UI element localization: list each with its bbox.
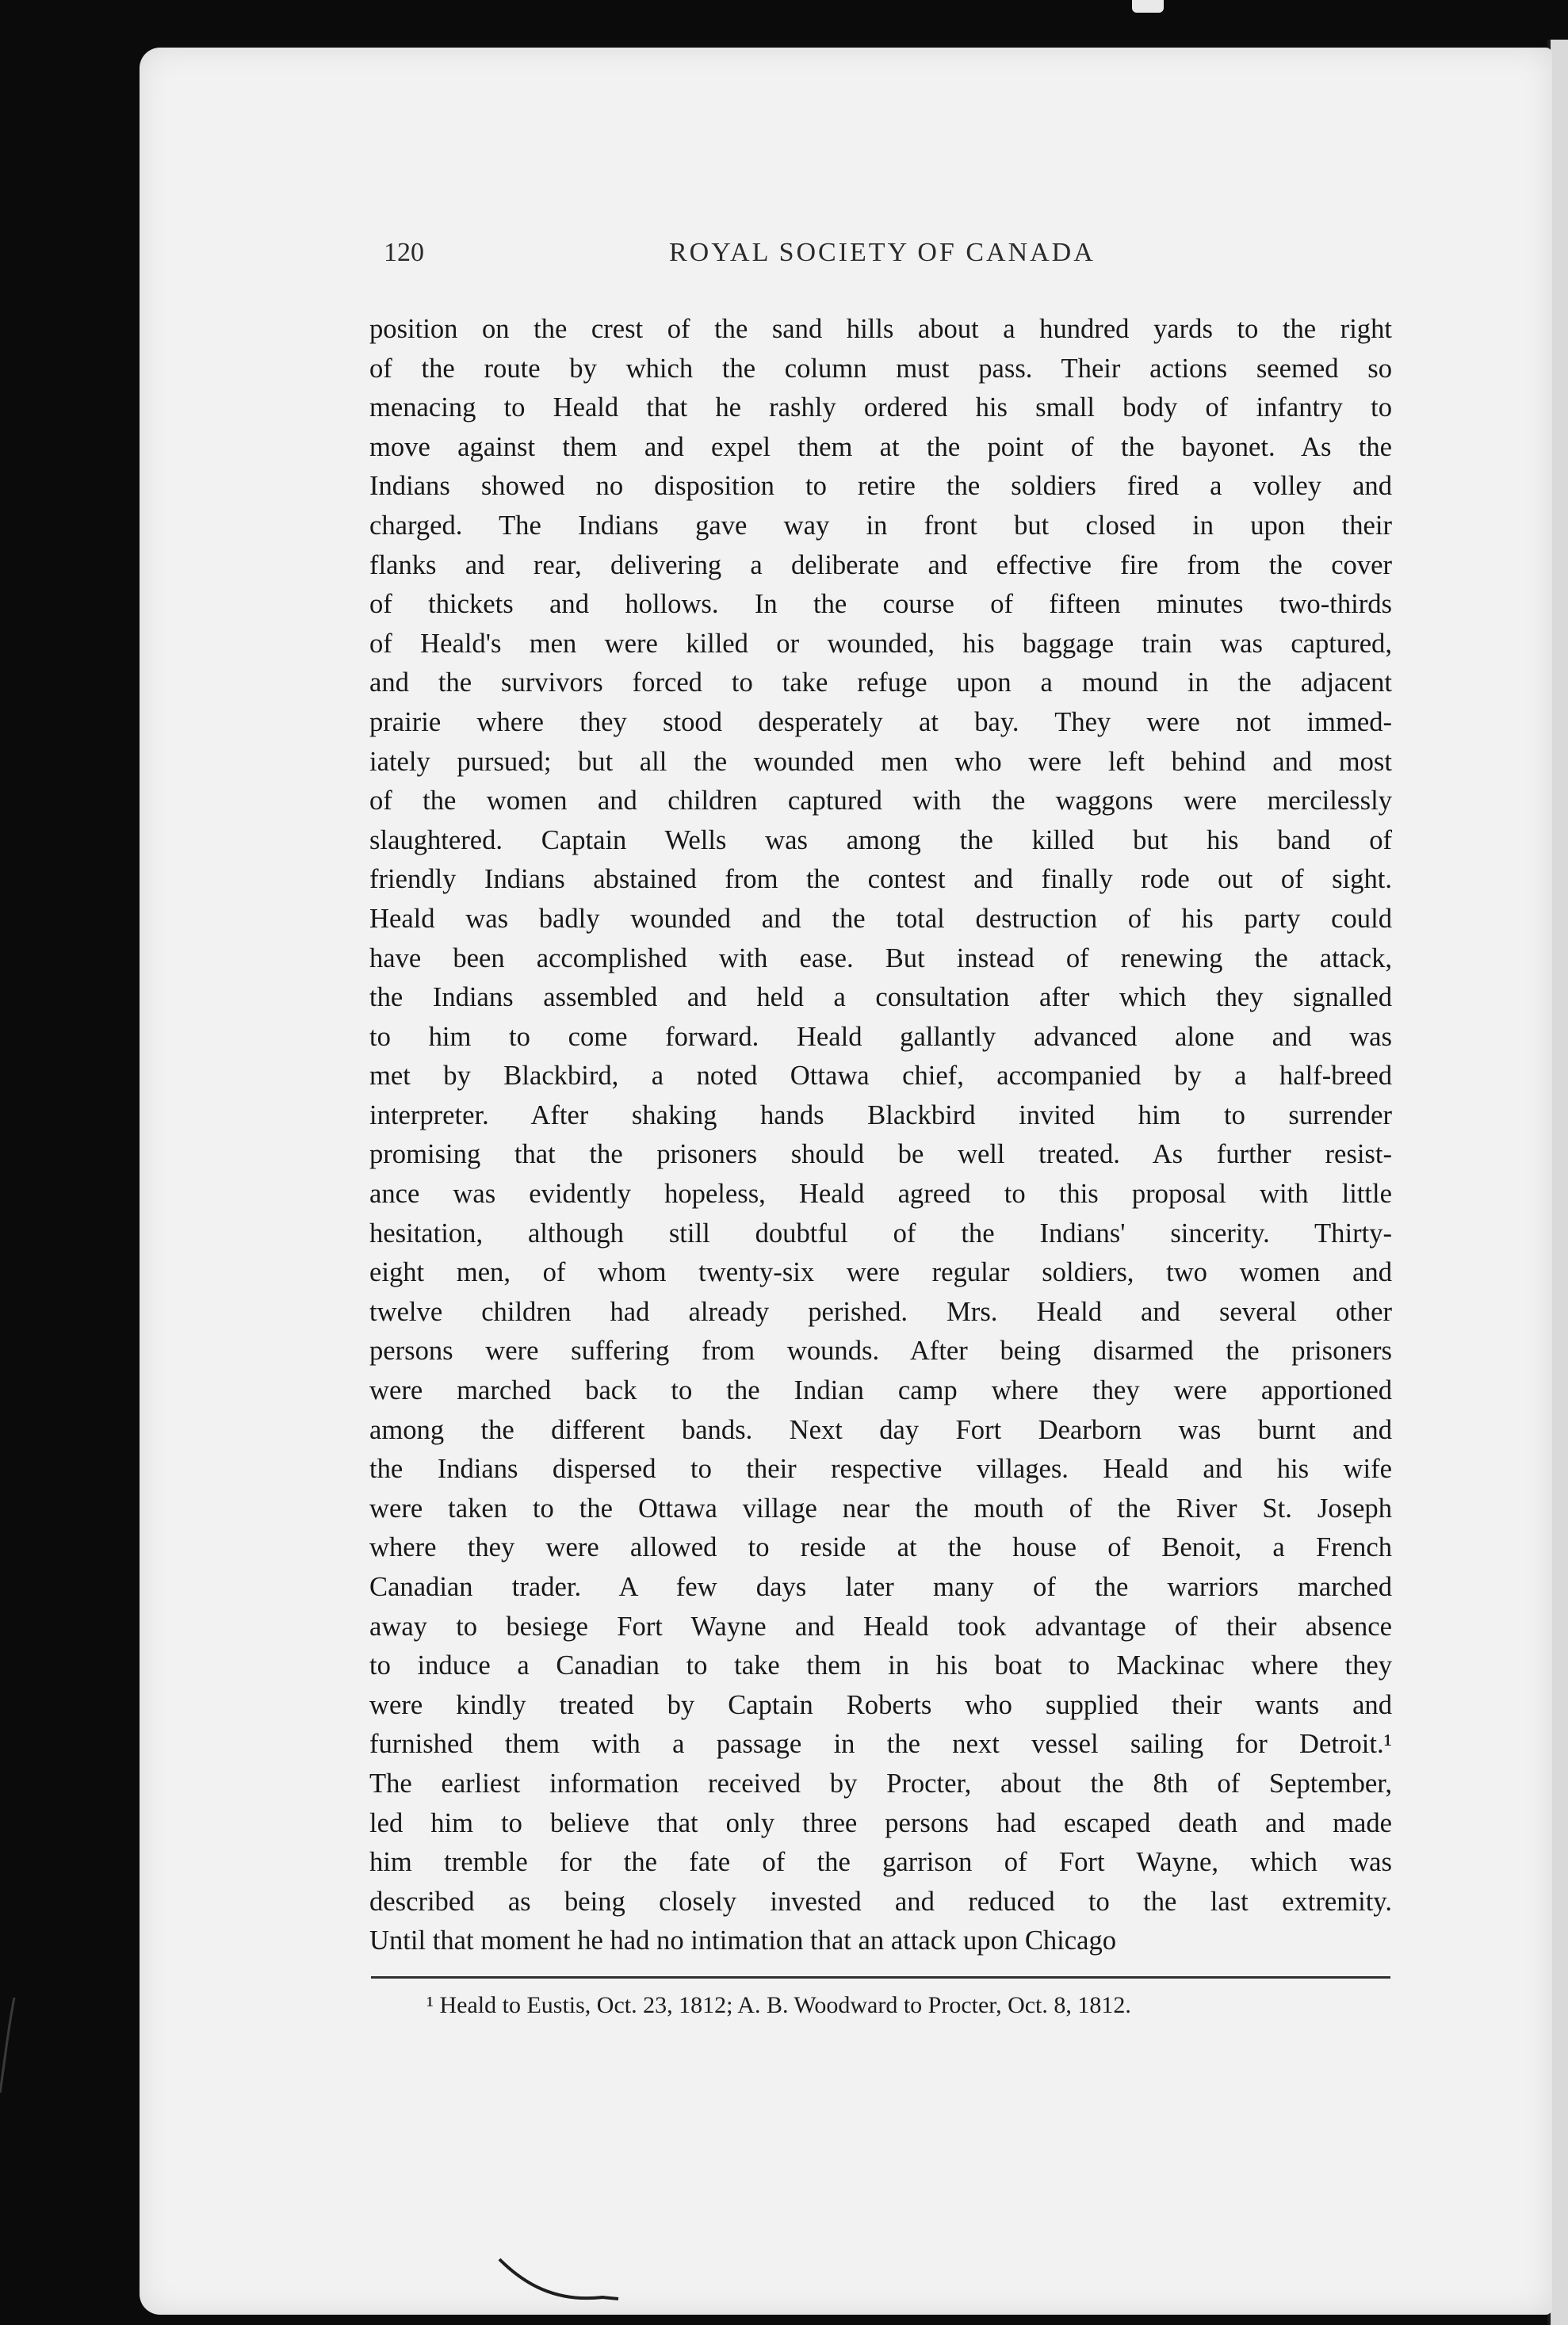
body-line: away to besiege Fort Wayne and Heald took advantage of their absence [369, 1611, 1392, 1642]
body-line: prairie where they stood desperately at bay. They were not immed- [369, 706, 1392, 737]
body-line: Canadian trader. A few days later many of the warriors marched [369, 1572, 1392, 1602]
body-line: were marched back to the Indian camp where they were apportioned [369, 1375, 1392, 1406]
body-line: to him to come forward. Heald gallantly advanced alone and was [369, 1021, 1392, 1052]
body-line: Heald was badly wounded and the total destruction of his party could [369, 903, 1392, 934]
body-line: to induce a Canadian to take them in his boat to Mackinac where they [369, 1650, 1392, 1681]
footnote: ¹ Heald to Eustis, Oct. 23, 1812; A. B. Woodward to Procter, Oct. 8, 1812. [426, 1992, 1131, 2018]
body-line: have been accomplished with ease. But instead of renewing the attack, [369, 943, 1392, 973]
body-line: led him to believe that only three persons had escaped death and made [369, 1807, 1392, 1838]
body-line: were kindly treated by Captain Roberts who supplied their wants and [369, 1689, 1392, 1720]
body-line: hesitation, although still doubtful of the Indians' sincerity. Thirty- [369, 1218, 1392, 1249]
body-line: the Indians assembled and held a consultation after which they signalled [369, 982, 1392, 1013]
body-line: iately pursued; but all the wounded men who were left behind and most [369, 746, 1392, 777]
body-line: slaughtered. Captain Wells was among the killed but his band of [369, 824, 1392, 855]
body-line: friendly Indians abstained from the contest and finally rode out of sight. [369, 864, 1392, 895]
body-line: of the route by which the column must pass. Their actions seemed so [369, 353, 1392, 384]
body-line: menacing to Heald that he rashly ordered his small body of infantry to [369, 392, 1392, 423]
body-line: met by Blackbird, a noted Ottawa chief, accompanied by a half-breed [369, 1061, 1392, 1092]
body-line: flanks and rear, delivering a deliberate and effective fire from the cover [369, 549, 1392, 580]
body-line: position on the crest of the sand hills about a hundred yards to the right [369, 314, 1392, 344]
margin-mark-bottom [499, 2259, 618, 2299]
body-line: twelve children had already perished. Mrs. Heald and several other [369, 1296, 1392, 1327]
page-number: 120 [384, 238, 424, 267]
body-line: persons were suffering from wounds. After being disarmed the prisoners [369, 1336, 1392, 1367]
body-line: promising that the prisoners should be well treated. As further resist- [369, 1139, 1392, 1170]
body-line: him tremble for the fate of the garrison of Fort Wayne, which was [369, 1847, 1392, 1878]
body-line: interpreter. After shaking hands Blackbird invited him to surrender [369, 1099, 1392, 1130]
body-line: the Indians dispersed to their respective villages. Heald and his wife [369, 1454, 1392, 1485]
margin-mark-left [0, 1998, 14, 2093]
body-line: furnished them with a passage in the next vessel sailing for Detroit.¹ [369, 1729, 1392, 1760]
body-line: where they were allowed to reside at the house of Benoit, a French [369, 1532, 1392, 1563]
body-line: of Heald's men were killed or wounded, his baggage train was captured, [369, 628, 1392, 659]
body-line: among the different bands. Next day Fort Dearborn was burnt and [369, 1414, 1392, 1445]
running-title: ROYAL SOCIETY OF CANADA [669, 238, 1096, 267]
body-line: and the survivors forced to take refuge upon a mound in the adjacent [369, 667, 1392, 698]
body-line: The earliest information received by Procter, about the 8th of September, [369, 1768, 1392, 1799]
body-line: ance was evidently hopeless, Heald agreed to this proposal with little [369, 1179, 1392, 1210]
body-line: of thickets and hollows. In the course of fifteen minutes two-thirds [369, 589, 1392, 620]
body-line: move against them and expel them at the point of the bayonet. As the [369, 431, 1392, 462]
body-line: Indians showed no disposition to retire the soldiers fired a volley and [369, 471, 1392, 502]
body-line: eight men, of whom twenty-six were regular soldiers, two women and [369, 1257, 1392, 1288]
body-line: described as being closely invested and reduced to the last extremity. [369, 1886, 1392, 1917]
body-line: Until that moment he had no intimation that an attack upon Chicago [369, 1925, 1117, 1956]
body-line: were taken to the Ottawa village near the mouth of the River St. Joseph [369, 1493, 1392, 1524]
body-line: of the women and children captured with the waggons were mercilessly [369, 786, 1392, 816]
body-line: charged. The Indians gave way in front but closed in upon their [369, 510, 1392, 541]
